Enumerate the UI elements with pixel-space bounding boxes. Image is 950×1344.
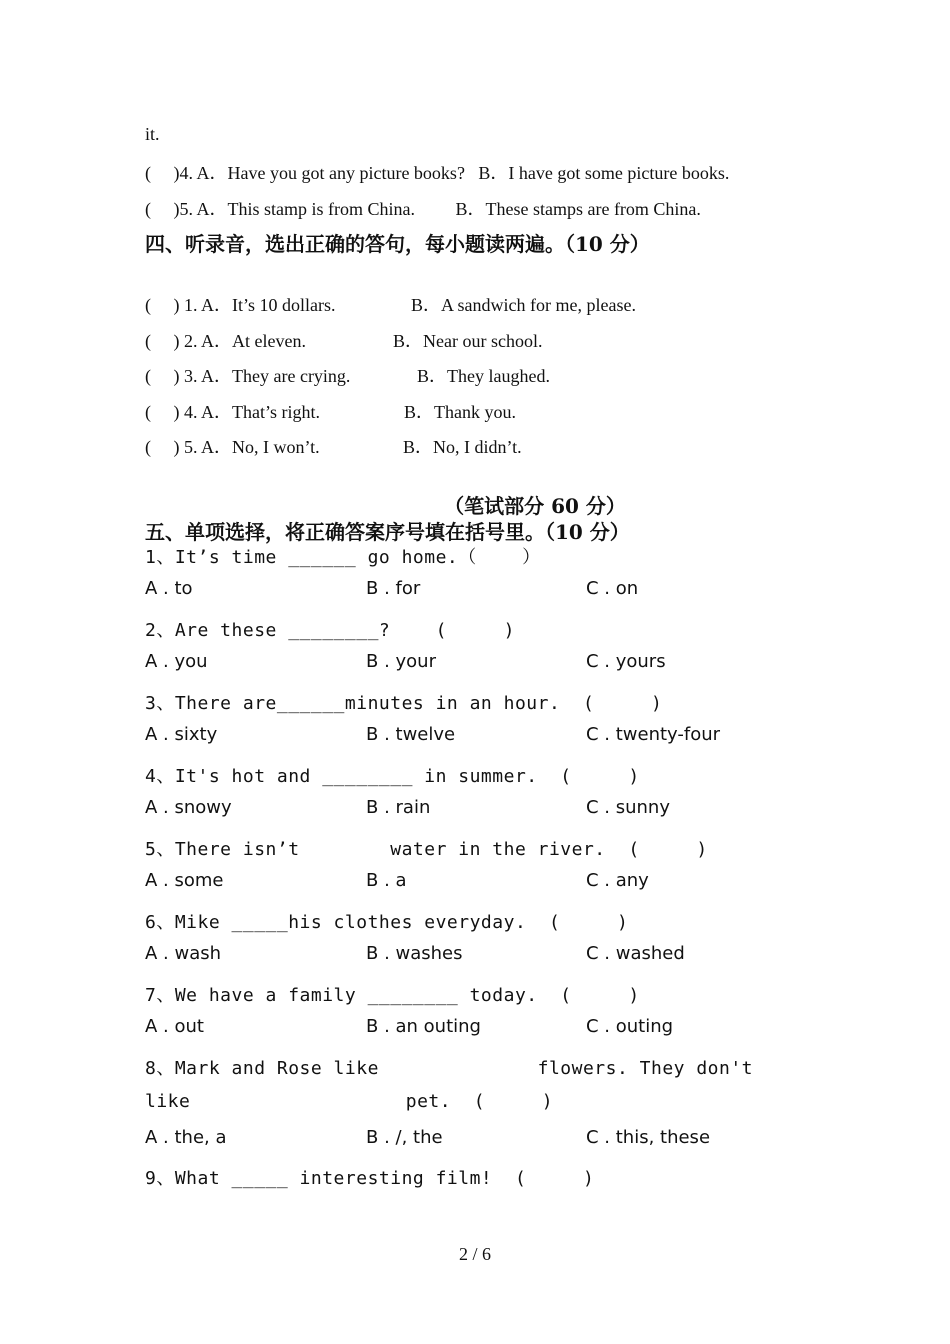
option-b: B . for xyxy=(366,578,421,599)
question-stem-2: 2、Are these ________? ( ) xyxy=(145,620,515,641)
option-c: C . washed xyxy=(586,943,685,964)
option-b: B . /, the xyxy=(366,1127,443,1148)
question-stem-8: 8、Mark and Rose like flowers. They don't xyxy=(145,1058,754,1079)
question-stem-8-continued: like pet. ( ) xyxy=(145,1091,554,1112)
option-a: A . out xyxy=(145,1016,204,1037)
option-a: A . snowy xyxy=(145,797,232,818)
continuation-tail: it. xyxy=(145,124,160,144)
question-stem-1: 1、It’s time ______ go home.（ ） xyxy=(145,547,541,568)
option-a: A . some xyxy=(145,870,224,891)
written-part-heading: （笔试部分 60 分） xyxy=(444,494,626,518)
option-c: C . this, these xyxy=(586,1127,711,1148)
option-b: B . rain xyxy=(366,797,431,818)
listening-option-b: B．No, I didn’t. xyxy=(403,437,522,457)
listening-option-a: ( ) 3. A．They are crying. xyxy=(145,366,351,386)
option-b: B . a xyxy=(366,870,407,891)
question-stem-4: 4、It's hot and ________ in summer. ( ) xyxy=(145,766,640,787)
listening-option-b: B．Thank you. xyxy=(404,402,516,422)
option-a: A . the, a xyxy=(145,1127,227,1148)
question-stem-9: 9、What _____ interesting film! ( ) xyxy=(145,1168,595,1189)
option-c: C . outing xyxy=(586,1016,674,1037)
section-5-title: 五、单项选择，将正确答案序号填在括号里。（10 分） xyxy=(145,520,630,544)
option-b: B . twelve xyxy=(366,724,456,745)
option-c: C . on xyxy=(586,578,639,599)
question-stem-6: 6、Mike _____his clothes everyday. ( ) xyxy=(145,912,629,933)
option-c: C . twenty-four xyxy=(586,724,721,745)
section-4-title: 四、听录音，选出正确的答句，每小题读两遍。（10 分） xyxy=(145,232,650,256)
listening-option-a: ( ) 1. A．It’s 10 dollars. xyxy=(145,295,336,315)
option-c: C . any xyxy=(586,870,649,891)
question-stem-7: 7、We have a family ________ today. ( ) xyxy=(145,985,640,1006)
question-stem-3: 3、There are______minutes in an hour. ( ) xyxy=(145,693,663,714)
listening-option-a: ( ) 4. A．That’s right. xyxy=(145,402,320,422)
listening-option-b: B．Near our school. xyxy=(393,331,543,351)
question-4-previous-section: ( )4. A．Have you got any picture books? B．I have got some picture books. xyxy=(145,163,730,183)
question-5-previous-section: ( )5. A．This stamp is from China. B．These stamps are from China. xyxy=(145,199,701,219)
listening-option-b: B．A sandwich for me, please. xyxy=(411,295,636,315)
option-a: A . to xyxy=(145,578,193,599)
listening-option-a: ( ) 5. A．No, I won’t. xyxy=(145,437,320,457)
option-c: C . sunny xyxy=(586,797,670,818)
option-a: A . you xyxy=(145,651,208,672)
option-c: C . yours xyxy=(586,651,666,672)
listening-option-a: ( ) 2. A．At eleven. xyxy=(145,331,306,351)
listening-option-b: B．They laughed. xyxy=(417,366,550,386)
option-b: B . washes xyxy=(366,943,463,964)
option-b: B . an outing xyxy=(366,1016,481,1037)
option-a: A . sixty xyxy=(145,724,218,745)
question-stem-5: 5、There isn’t water in the river. ( ) xyxy=(145,839,708,860)
option-a: A . wash xyxy=(145,943,222,964)
page-number: 2 / 6 xyxy=(458,1244,491,1264)
option-b: B . your xyxy=(366,651,436,672)
